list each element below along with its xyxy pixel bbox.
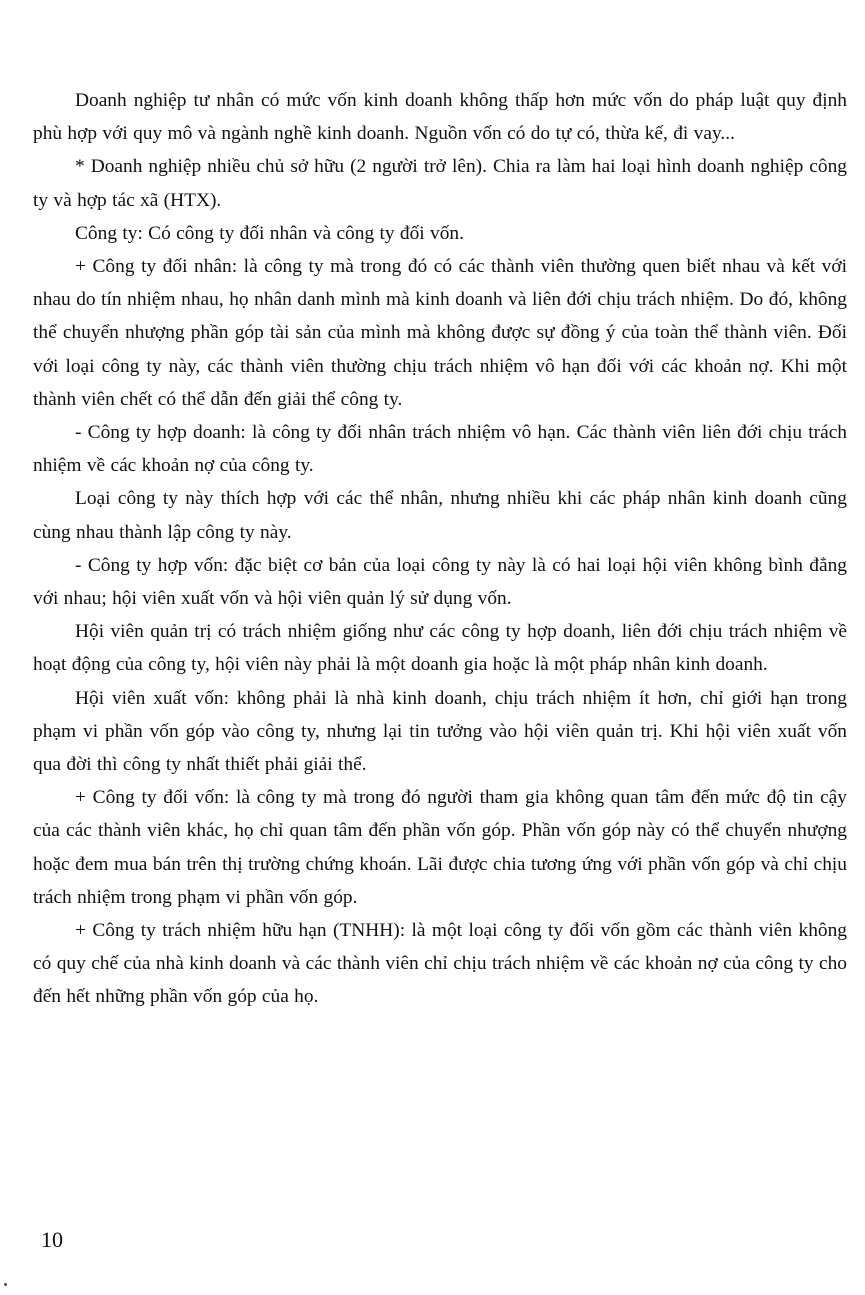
paragraph-capital-partner: Hội viên xuất vốn: không phải là nhà kinh doanh, chịu trách nhiệm ít hơn, chỉ giới hạn trong phạm vi phần vốn góp vào công ty, nhưng lại tin tưởng vào hội viên quản trị. Khi hội viên xuất vốn qua đời thì công ty nhất thiết phải giải thể. — [33, 687, 847, 776]
paragraph-multi-owner-enterprise: * Doanh nghiệp nhiều chủ sở hữu (2 người trở lên). Chia ra làm hai loại hình doanh nghiệp công ty và hợp tác xã (HTX). — [33, 156, 847, 211]
paragraph-limited-partnership: - Công ty hợp vốn: đặc biệt cơ bản của loại công ty này là có hai loại hội viên không bình đẳng với nhau; hội viên xuất vốn và hội viên quản lý sử dụng vốn. — [33, 554, 847, 610]
page-number: 10 — [41, 1227, 63, 1252]
paragraph-partnership-company: + Công ty đối nhân: là công ty mà trong đó có các thành viên thường quen biết nhau và kết với nhau do tín nhiệm nhau, họ nhân danh mình mà kinh doanh và liên đới chịu trách nhiệm. Do đó, không thể chuyển nhượng phần góp tài sản của mình mà không được sự đồng ý của toàn thể thành viên. Đối với loại công ty này, các thành viên thường chịu trách nhiệm vô hạn đối với các khoản nợ. Khi một thành viên chết có thể dẫn đến giải thể công ty. — [33, 256, 847, 410]
paragraph-private-enterprise: Doanh nghiệp tư nhân có mức vốn kinh doanh không thấp hơn mức vốn do pháp luật quy định phù hợp với quy mô và ngành nghề kinh doanh. Nguồn vốn có do tự có, thừa kế, đi vay... — [33, 90, 847, 145]
paragraph-partnership-suitability: Loại công ty này thích hợp với các thể nhân, nhưng nhiều khi các pháp nhân kinh doanh cũng cùng nhau thành lập công ty này. — [33, 488, 847, 543]
body-text — [33, 84, 847, 1014]
paragraph-capital-company: + Công ty đối vốn: là công ty mà trong đó người tham gia không quan tâm đến mức độ tin cậy của các thành viên khác, họ chỉ quan tâm đến phần vốn góp. Phần vốn góp này có thể chuyển nhượng hoặc đem mua bán trên thị trường chứng khoán. Lãi được chia tương ứng với phần vốn góp và chỉ chịu trách nhiệm trong phạm vi phần vốn góp. — [33, 787, 847, 908]
paragraph-llc: + Công ty trách nhiệm hữu hạn (TNHH): là một loại công ty đối vốn gồm các thành viên không có quy chế của nhà kinh doanh và các thành viên chỉ chịu trách nhiệm về các khoản nợ của công ty cho đến hết những phần vốn góp của họ. — [33, 920, 847, 1008]
paragraph-managing-partner: Hội viên quản trị có trách nhiệm giống như các công ty hợp doanh, liên đới chịu trách nhiệm về hoạt động của công ty, hội viên này phải là một doanh gia hoặc là một pháp nhân kinh doanh. — [33, 621, 847, 676]
paragraph-company-types: Công ty: Có công ty đối nhân và công ty đối vốn. — [75, 222, 464, 244]
scan-speck — [4, 1283, 7, 1286]
paragraph-general-partnership: - Công ty hợp doanh: là công ty đối nhân trách nhiệm vô hạn. Các thành viên liên đới chịu trách nhiệm về các khoản nợ của công ty. — [33, 422, 847, 477]
